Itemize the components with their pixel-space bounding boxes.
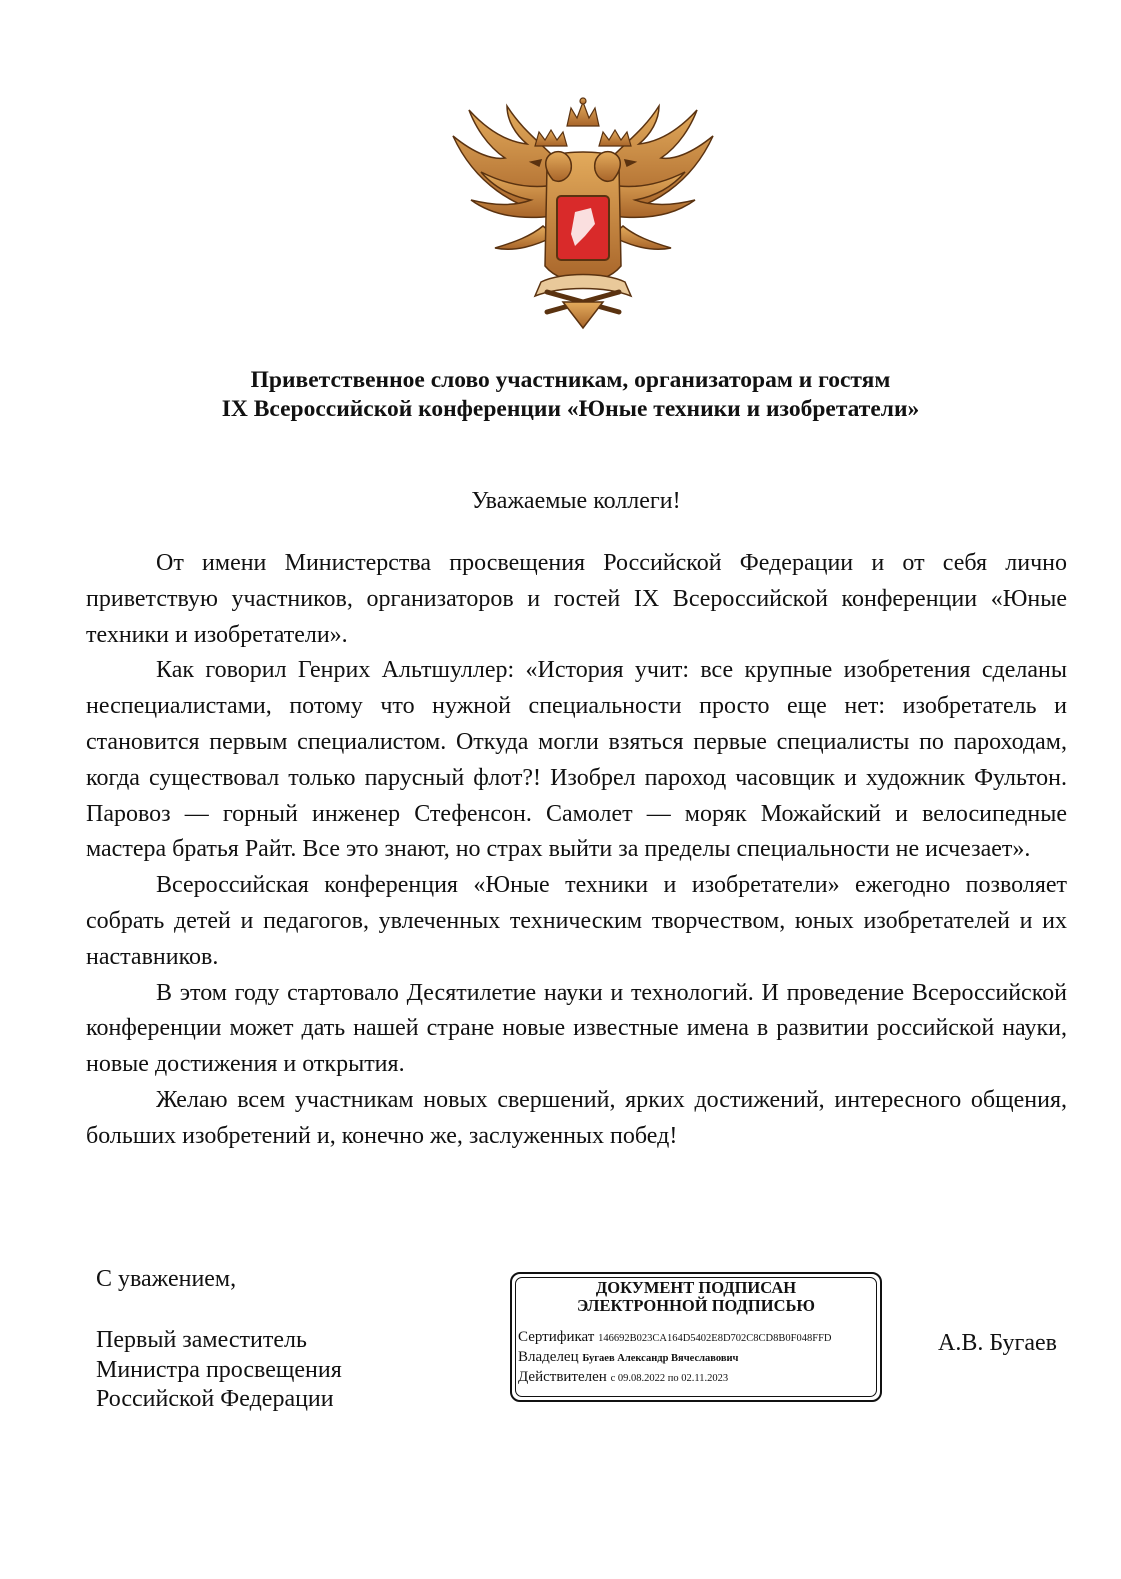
- position-line: Министра просвещения: [96, 1356, 342, 1383]
- title-line-2: IX Всероссийской конференции «Юные техники и изобретатели»: [221, 396, 920, 422]
- stamp-heading: [512, 1279, 880, 1315]
- document-title: [60, 366, 1081, 424]
- signer-name: А.В. Бугаев: [937, 1330, 1057, 1356]
- ministry-emblem: [435, 96, 731, 332]
- closing: С уважением,: [96, 1266, 237, 1292]
- stamp-validity-row: [518, 1368, 728, 1388]
- paragraph: В этом году стартовало Десятилетие науки и технологий. И проведение Всероссийской конференции может дать нашей стране новые известные имена в развитии российской науки, новые достижения и открытия.: [86, 979, 1067, 1078]
- paragraph: Всероссийская конференция «Юные техники и изобретатели» ежегодно позволяет собрать детей и педагогов, увлеченных техническим творчеством, юных изобретателей и их наставников.: [86, 872, 1067, 970]
- paragraph: От имени Министерства просвещения Российской Федерации и от себя лично приветствую участников, организаторов и гостей IX Всероссийской конференции «Юные техники и изобретатели».: [86, 550, 1067, 648]
- stamp-heading-line-1: ДОКУМЕНТ ПОДПИСАН: [595, 1278, 797, 1297]
- letter-body: [86, 546, 1067, 1155]
- stamp-owner-row: [518, 1348, 738, 1368]
- valid-label: Действителен: [518, 1369, 607, 1385]
- signer-position: [96, 1326, 342, 1415]
- title-line-1: Приветственное слово участникам, организаторам и гостям: [250, 367, 891, 393]
- position-line: Первый заместитель: [96, 1327, 307, 1353]
- owner-value: Бугаев Александр Вячеславович: [582, 1353, 739, 1364]
- position-line: Российской Федерации: [96, 1386, 334, 1412]
- paragraph: Желаю всем участникам новых свершений, ярких достижений, интересного общения, больших изобретений и, конечно же, заслуженных побед!: [86, 1086, 1067, 1149]
- greeting: Уважаемые коллеги!: [471, 488, 681, 514]
- paragraph: Как говорил Генрих Альтшуллер: «История учит: все крупные изобретения сделаны неспециалистами, потому что нужной специальности просто еще нет: изобретатель и становится первым специалистом. Откуда могли взяться первые специалисты по пароходам, когда существовал только парусный флот?! Изобрел пароход часовщик и художник Фультон. Паровоз — горный инженер Стефенсон. Самолет — моряк Можайский и велосипедные мастера братья Райт. Все это знают, но страх выйти за пределы специальности не исчезает».: [86, 657, 1067, 863]
- stamp-certificate-row: [518, 1328, 832, 1348]
- valid-value: с 09.08.2022 по 02.11.2023: [610, 1373, 729, 1384]
- electronic-signature-stamp: [510, 1272, 882, 1402]
- left-wing: [453, 106, 555, 249]
- right-wing: [611, 106, 713, 249]
- owner-label: Владелец: [518, 1349, 579, 1365]
- stamp-heading-line-2: ЭЛЕКТРОННОЙ ПОДПИСЬЮ: [577, 1296, 815, 1315]
- certificate-label: Сертификат: [518, 1329, 595, 1345]
- certificate-value: 146692B023CA164D5402E8D702C8CD8B0F048FFD: [598, 1333, 832, 1344]
